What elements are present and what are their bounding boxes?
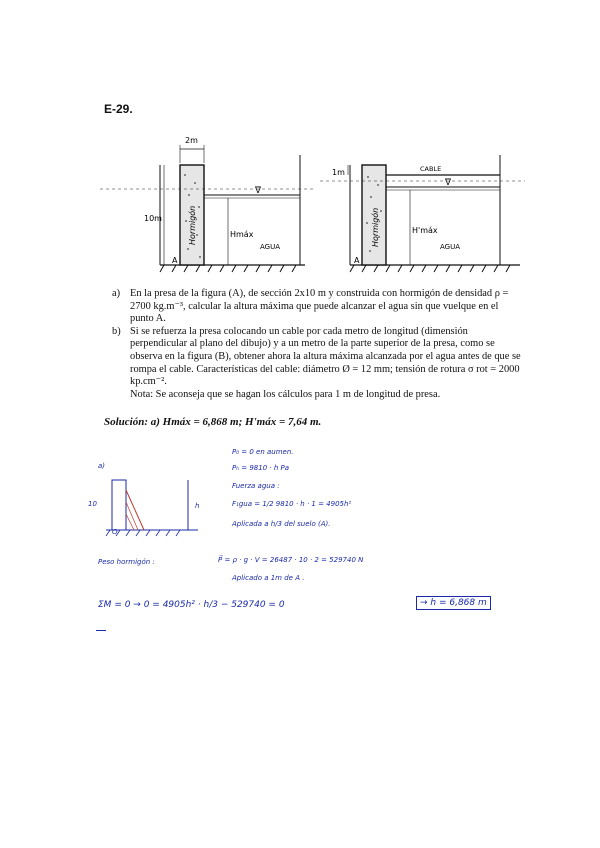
hand-line-3: Fuerza agua :: [232, 482, 280, 490]
point-label-b: A: [354, 256, 360, 265]
hand-fig-label: a): [98, 462, 106, 470]
top-label: 1m: [332, 168, 345, 177]
material-label: Hormigón: [188, 205, 197, 245]
hand-result: → h = 6,868 m: [416, 596, 491, 610]
material-label-b: Hormigón: [371, 207, 380, 247]
hand-line-5: Aplicada a h/3 del suelo (A).: [232, 520, 331, 528]
part-a-text: En la presa de la figura (A), de sección 2x10 m y construida con hormigón de densidad ρ = 2700 kg.m⁻³, calcular la altura máxima que puede alcanzar el agua sin que vuelque en el punto A.: [130, 288, 509, 325]
ground-hatching: [350, 265, 510, 272]
ground-hatching: [160, 265, 296, 272]
hand-line-7: P⃗ = ρ · g · V = 26487 · 10 · 2 = 529740 N: [218, 556, 364, 564]
part-b-label: b): [112, 325, 121, 337]
part-a: [112, 288, 522, 326]
problem-statement: [112, 288, 522, 401]
figure-b: [320, 125, 530, 275]
water-symbol: ∇: [255, 186, 262, 196]
part-b-text: Si se refuerza la presa colocando un cable por cada metro de longitud (dimensión perpendicular al plano del dibujo) y a un metro de la parte superior de la presa, como se observa en la figura (B), obtener ahora la altura máxima alcanzada por el agua antes de que se rompa el cable. Características del cable: diámetro Ø = 12 mm; tensión de rotura σ rot = 2000 kp.cm⁻².: [130, 325, 521, 388]
problem-id: E-29.: [104, 102, 133, 116]
width-label: 2m: [185, 136, 198, 145]
hand-fig-height: 10: [88, 500, 97, 508]
hand-dash: [96, 630, 106, 631]
hand-line-1: P₀ = 0 en aumen.: [232, 448, 294, 456]
hand-line-8: Aplicado a 1m de A .: [232, 574, 305, 582]
note: Nota: Se aconseja que se hagan los cálculos para 1 m de longitud de presa.: [130, 388, 441, 400]
water-label: AGUA: [260, 243, 281, 251]
hand-line-2: Pₕ = 9810 · h Pa: [232, 464, 289, 472]
hmax-label-b: H'máx: [412, 226, 438, 235]
water-label-b: AGUA: [440, 243, 461, 251]
handwritten-sketch: [88, 458, 208, 548]
solution: Solución: a) Hmáx = 6,868 m; H'máx = 7,64 m.: [104, 416, 322, 428]
hand-line-6: Peso hormigón :: [98, 558, 155, 566]
water-symbol-b: ∇: [445, 178, 452, 188]
height-label: 10m: [144, 214, 162, 223]
hand-fig-h: h: [195, 502, 200, 510]
hand-line-4: F₁gua = 1/2 9810 · h · 1 = 4905h²: [232, 500, 352, 508]
point-label: A: [172, 256, 178, 265]
hand-fig-o: O: [112, 528, 118, 536]
figure-a: [100, 125, 320, 275]
part-b: [112, 326, 522, 389]
part-a-label: a): [112, 288, 121, 299]
hmax-label: Hmáx: [230, 230, 254, 239]
cable-label: CABLE: [420, 165, 442, 173]
hand-line-9: ΣM = 0 → 0 = 4905h² · h/3 − 529740 = 0: [98, 600, 285, 610]
